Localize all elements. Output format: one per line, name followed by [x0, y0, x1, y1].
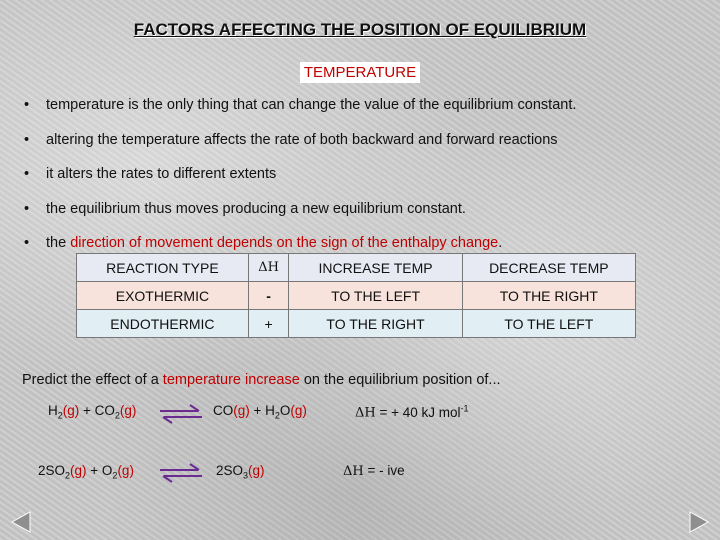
temperature-effect-table: [76, 253, 636, 338]
page-title: FACTORS AFFECTING THE POSITION OF EQUILIBRIUM: [133, 20, 587, 39]
bullet-dot-icon: •: [24, 235, 30, 251]
table-row: [77, 282, 636, 310]
table-header-cell: DECREASE TEMP: [462, 254, 635, 282]
formula-token: + CO: [79, 403, 115, 418]
table-header-cell: INCREASE TEMP: [289, 254, 462, 282]
bullet-dot-icon: •: [24, 200, 30, 217]
table-cell: TO THE LEFT: [289, 282, 462, 310]
formula-token: (g): [290, 403, 307, 418]
bullet-dot-icon: •: [24, 97, 30, 113]
formula-token: (g): [233, 403, 250, 418]
triangle-right-icon[interactable]: [688, 510, 710, 534]
table-header-row: [77, 254, 636, 282]
formula-token: (g): [248, 463, 265, 478]
table-cell: TO THE RIGHT: [289, 310, 462, 338]
table-cell: TO THE RIGHT: [462, 282, 635, 310]
bullet-item: • it alters the rates to different extents: [24, 161, 714, 196]
formula-token: (g): [117, 463, 134, 478]
formula-token: 2SO: [216, 463, 244, 478]
table-header-cell: REACTION TYPE: [77, 254, 249, 282]
bullet-item: • temperature is the only thing that can change the value of the equilibrium constant.: [24, 92, 714, 127]
formula-token: 3: [243, 470, 249, 481]
formula-token: = - ive: [363, 463, 405, 478]
equilibrium-arrow-icon: [158, 404, 204, 424]
bullet-item: • the equilibrium thus moves producing a new equilibrium constant.: [24, 196, 714, 231]
formula-token: H: [48, 403, 58, 418]
table-cell: TO THE LEFT: [462, 310, 635, 338]
bullet-dot-icon: •: [24, 131, 30, 148]
formula-token: = + 40 kJ mol: [375, 404, 461, 420]
formula-token: 2: [65, 470, 71, 481]
bullet-list: [24, 92, 714, 265]
equation-1-enthalpy: [355, 403, 469, 421]
predict-prompt: Predict the effect of a temperature increase on the equilibrium position of...: [22, 372, 501, 388]
delta-h-symbol: ΔH: [355, 405, 376, 421]
equation-1-reactants: [48, 403, 136, 421]
formula-token: + O: [86, 463, 113, 478]
formula-token: + H: [249, 403, 275, 418]
table-row: [77, 310, 636, 338]
formula-token: O: [279, 403, 291, 418]
table-header-cell: ΔH: [248, 254, 289, 282]
formula-token: CO: [213, 403, 234, 418]
formula-token: -1: [460, 403, 469, 413]
formula-token: (g): [62, 403, 80, 418]
triangle-left-icon[interactable]: [10, 510, 32, 534]
formula-token: 2: [112, 470, 118, 481]
bullet-item: • altering the temperature affects the rate of both backward and forward reactions: [24, 127, 714, 162]
equation-2-enthalpy: [343, 463, 405, 479]
delta-h-symbol: ΔH: [343, 464, 364, 479]
subtitle: TEMPERATURE: [300, 62, 420, 83]
formula-token: 2: [57, 410, 63, 421]
table-cell: +: [248, 310, 289, 338]
subtitle-wrap: [0, 62, 720, 83]
equilibrium-arrow-icon: [158, 463, 204, 483]
formula-token: 2SO: [38, 463, 66, 478]
bullet-item: • the direction of movement depends on the sign of the enthalpy change.: [24, 230, 714, 265]
formula-token: (g): [119, 403, 137, 418]
table-cell: EXOTHERMIC: [77, 282, 249, 310]
formula-token: 2: [114, 410, 120, 421]
formula-token: 2: [274, 410, 280, 421]
equation-2-reactants: [38, 463, 134, 481]
equation-1-products: [213, 403, 307, 421]
table-cell: ENDOTHERMIC: [77, 310, 249, 338]
bullet-dot-icon: •: [24, 166, 30, 182]
equation-2-products: [216, 463, 265, 481]
table-cell: -: [248, 282, 289, 310]
formula-token: (g): [70, 463, 87, 478]
